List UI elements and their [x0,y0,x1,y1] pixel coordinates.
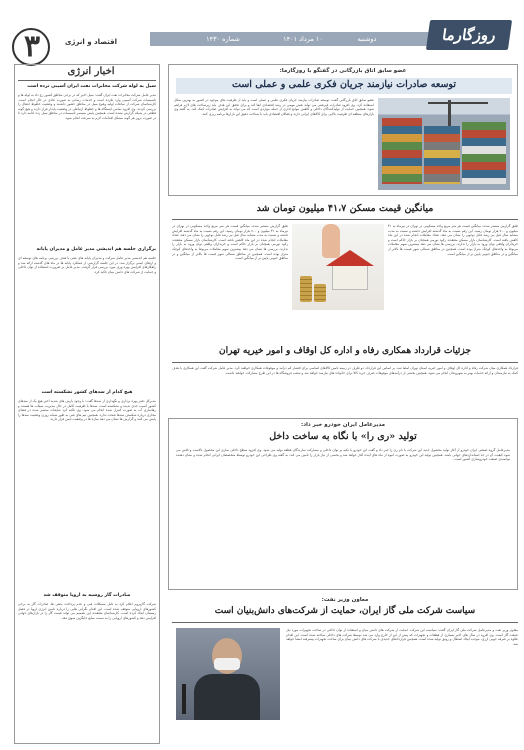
article-headline: سیل به لوله شرکت مخابرات نفت ایران آسیبی نزده است [27,84,156,89]
article-body: مدیرکل دفتر بهره برداری و نگهداری از سدها گفت: با وجود بارش های شدید اخیر هیچ یک از سدهای کشور آسیب جدی ندیده و نشکسته است. سدها با ظرفیت کامل در حال مدیریت سیلاب ها هستند و رهاسازی آب به صورت کنترل شده انجام می شود. وی تاکید کرد شایعات منتشر شده در فضای مجازی درباره شکستن سدها صحت ندارد. همچنین تیم های فنی به طور شبانه روزی وضعیت سدها را پایش می کنند و گزارش ها نشان می دهد سازه ها در وضعیت ایمن قرار دارند. [18,399,156,422]
export-headline: توسعه صادرات نیازمند جریان فکری علمی و عملی است [231,79,456,90]
article-body: جلسه هم اندیشی مدیر عامل شرکت و مدیران پایانه های نفتی با هدف بررسی برنامه های توسعه ای و ارتقای ایمنی برگزار شد. در این جلسه گزارشی از عملکرد پایانه ها در ماه های گذشته ارائه شد و راهکارهای افزایش بهره وری مورد بررسی قرار گرفت. مدیر عامل بر ضرورت استفاده از توان داخلی و حمایت از شرکت های دانش بنیان تاکید کرد. [18,256,156,274]
export-kicker: عضو سابق اتاق بازرگانی در گفتگو با روزگارما: [279,68,407,74]
export-body: عضو سابق اتاق بازرگانی گفت: توسعه صادرات نیازمند جریان فکری علمی و عملی است و باید از ظرفیت های موجود در کشور به بهترین شکل استفاده کرد. وی افزود صادرات غیرنفتی می تواند نقش مهمی در رشد اقتصادی ایفا کند و برای تحقق این هدف باید زیرساخت های لازم فراهم شود. همچنین حمایت از تولیدکنندگان داخلی و کاهش موانع اداری از جمله مواردی است که می تواند به افزایش صادرات کمک کند. به گفته وی بازارهای منطقه ای ظرفیت بالایی برای کالاهای ایرانی دارند و فعالان اقتصادی باید با شناخت دقیق این بازارها برنامه ریزی کنند. [174,98,374,116]
house-roof [326,250,374,266]
container-stack [462,122,506,184]
issue-number: شماره ۱۴۳۰ [206,35,240,43]
housing-headline: میانگین قیمت مسکن ۴۱،۷ میلیون تومان شد [256,203,434,214]
contract-body: قرارداد همکاری میان شرکت رفاه و اداره کل اوقاف و امور خیریه استان تهران امضا شد. بر اساس این قرارداد، دو طرف در زمینه تامین کالاهای اساسی برای اقشار کم درآمد و موقوفات همکاری خواهند کرد. مدیر عامل شرکت گفت این همکاری با هدف کمک به نیازمندان و ارائه خدمات بهتر به شهروندان انجام می شود. همچنین بخشی از درآمدهای موقوفات صرف خرید کالا برای خانواده های نیازمند خواهد شد و شعب فروشگاه ها در این طرح مشارکت خواهند داشت. [172,366,518,375]
coin-stack [314,284,326,302]
energy-news-title: اخبار انرژی [67,66,115,77]
microphone [182,684,186,714]
house-model [332,264,368,290]
issue-day: دوشنبه [357,35,377,43]
container-port-photo [378,98,510,190]
issue-date: ۱۰ مرداد ۱۴۰۱ [283,35,323,43]
column-title-rule [18,80,156,81]
page-number: ۳ [23,29,41,64]
article-body: شرکت گازپروم اعلام کرد به دلیل مشکلات فنی و عدم پرداخت بدهی ها، صادرات گاز به برخی کشورهای اروپایی متوقف شده است. این اقدام نگرانی هایی را درباره تامین انرژی اروپا در فصل زمستان ایجاد کرده است. کارشناسان معتقدند این تصمیم می تواند قیمت گاز را در بازارهای جهانی افزایش دهد و کشورهای اروپایی را به سمت منابع جایگزین سوق دهد. [18,602,156,620]
official-portrait-photo [176,628,280,720]
article-headline: هیچ کدام از سدهای کشور نشکسته است [41,390,133,395]
housing-rule [172,219,518,220]
container-stack [424,126,460,184]
contract-headline: جزئیات قرارداد همکاری رفاه و اداره کل اوقاف و امور خیریه تهران [219,346,471,356]
housing-body-cont: طبق گزارش منتشر شده، میانگین قیمت هر متر مربع واحد مسکونی در تهران در تیرماه به ۴۱ میلیون و ۷۰۰ هزار تومان رسید. این رقم نسبت به ماه گذشته افزایش داشته و نسبت به مدت مشابه سال قبل نیز رشد قابل توجهی را نشان می دهد. تعداد معاملات انجام شده در این ماه کاهش یافته است. کارشناسان بازار مسکن معتقدند رکود تورمی همچنان بر بازار حاکم است و خریداران واقعی توان ورود به بازار را ندارند. بررسی ها نشان می دهد بیشترین سهم معاملات مربوط به واحدهای کوچک متراژ بوده است. همچنین در مناطق شمالی شهر قیمت ها بالاتر از میانگین و در مناطق جنوبی پایین تر از میانگین است. [172,224,288,261]
housing-body: طبق گزارش منتشر شده، میانگین قیمت هر متر مربع واحد مسکونی در تهران در تیرماه به ۴۱ میلیون و ۷۰۰ هزار تومان رسید. این رقم نسبت به ماه گذشته افزایش داشته و نسبت به مدت مشابه سال قبل نیز رشد قابل توجهی را نشان می دهد. تعداد معاملات انجام شده در این ماه کاهش یافته است. کارشناسان بازار مسکن معتقدند رکود تورمی همچنان بر بازار حاکم است و خریداران واقعی توان ورود به بازار را ندارند. بررسی ها نشان می دهد بیشترین سهم معاملات مربوط به واحدهای کوچک متراژ بوده است. همچنین در مناطق شمالی شهر قیمت ها بالاتر از میانگین و در مناطق جنوبی پایین تر از میانگین است. [388,224,518,256]
gas-headline: سیاست شرکت ملی گاز ایران، حمایت از شرکت‌های دانش‌بنیان است [214,606,476,616]
article-headline: صادرات گاز روسیه به اروپا متوقف شد [43,593,131,598]
newspaper-logo: روزگارما [426,20,512,50]
gas-body: معاون وزیر نفت و مدیرعامل شرکت ملی گاز ایران گفت: سیاست این شرکت حمایت از شرکت های دانش بنیان و استفاده از توان داخلی در ساخت تجهیزات مورد نیاز صنعت گاز است. وی افزود در سال های اخیر بسیاری از قطعات و تجهیزات که پیش از این از خارج وارد می شد توسط شرکت های داخلی ساخته شده است. این اقدام علاوه بر صرفه جویی ارزی، موجب ایجاد اشتغال و رونق تولید شده است. همچنین قراردادهای جدیدی با شرکت های دانش بنیان برای ساخت تجهیزات پیشرفته امضا خواهد شد. [286,628,518,646]
person-suit [194,674,260,720]
gas-rule [172,622,518,623]
contract-rule [172,362,518,363]
crane-arm [428,102,488,104]
container-stack [382,118,422,184]
car-body: مدیرعامل گروه صنعتی ایران خودرو از آغاز تولید محصول جدید این شرکت با نام ری را خبر داد و گفت این خودرو با تکیه بر توان داخلی و مشارکت سازندگان قطعه تولید می شود. وی افزود سطح داخلی سازی این محصول بالاست و تلاش می شود کیفیت آن در حد استانداردهای جهانی باشد. همچنین تولید این خودرو به صورت انبوه از ماه های آینده آغاز خواهد شد و بخشی از نیاز بازار را تامین می کند. به گفته وی طراحی این خودرو توسط متخصصان ایرانی انجام شده و نشان دهنده توانمندی صنعت خودروسازی کشور است. [176,448,510,462]
face-mask [214,658,240,670]
car-kicker: مدیرعامل ایران خودرو خبر داد: [301,422,385,428]
coin-stack [300,276,312,302]
gas-kicker: معاون وزیر نفت: [321,597,369,603]
article-body: مدیر عامل شرکت مخابرات نفت ایران گفت: سیل اخیر که در برخی مناطق کشور رخ داد به لوله ها و تاسیسات شرکت آسیبی وارد نکرده است و خدمات رسانی به صورت عادی در حال انجام است. کارشناسان شرکت از ساعات اولیه وقوع سیل در مناطق حضور داشتند و وضعیت خطوط انتقال را بررسی کردند. وی افزود تمامی ایستگاه ها و خطوط ارتباطی در وضعیت پایدار قرار دارند و هیچ گونه قطعی در شبکه گزارش نشده است. همچنین پایش مستمر تاسیسات در مناطق سیل زده ادامه دارد تا در صورت بروز هر گونه مشکل اقدامات لازم به سرعت انجام شود. [18,93,156,120]
house-coins-photo [292,224,384,310]
article-headline: برگزاری جلسه هم اندیشی مدیر عامل و مدیران پایانه [36,247,156,252]
section-name: اقتصاد و انرژی [64,38,117,46]
car-headline: تولید «ری را» با نگاه به ساخت داخل [269,431,417,442]
